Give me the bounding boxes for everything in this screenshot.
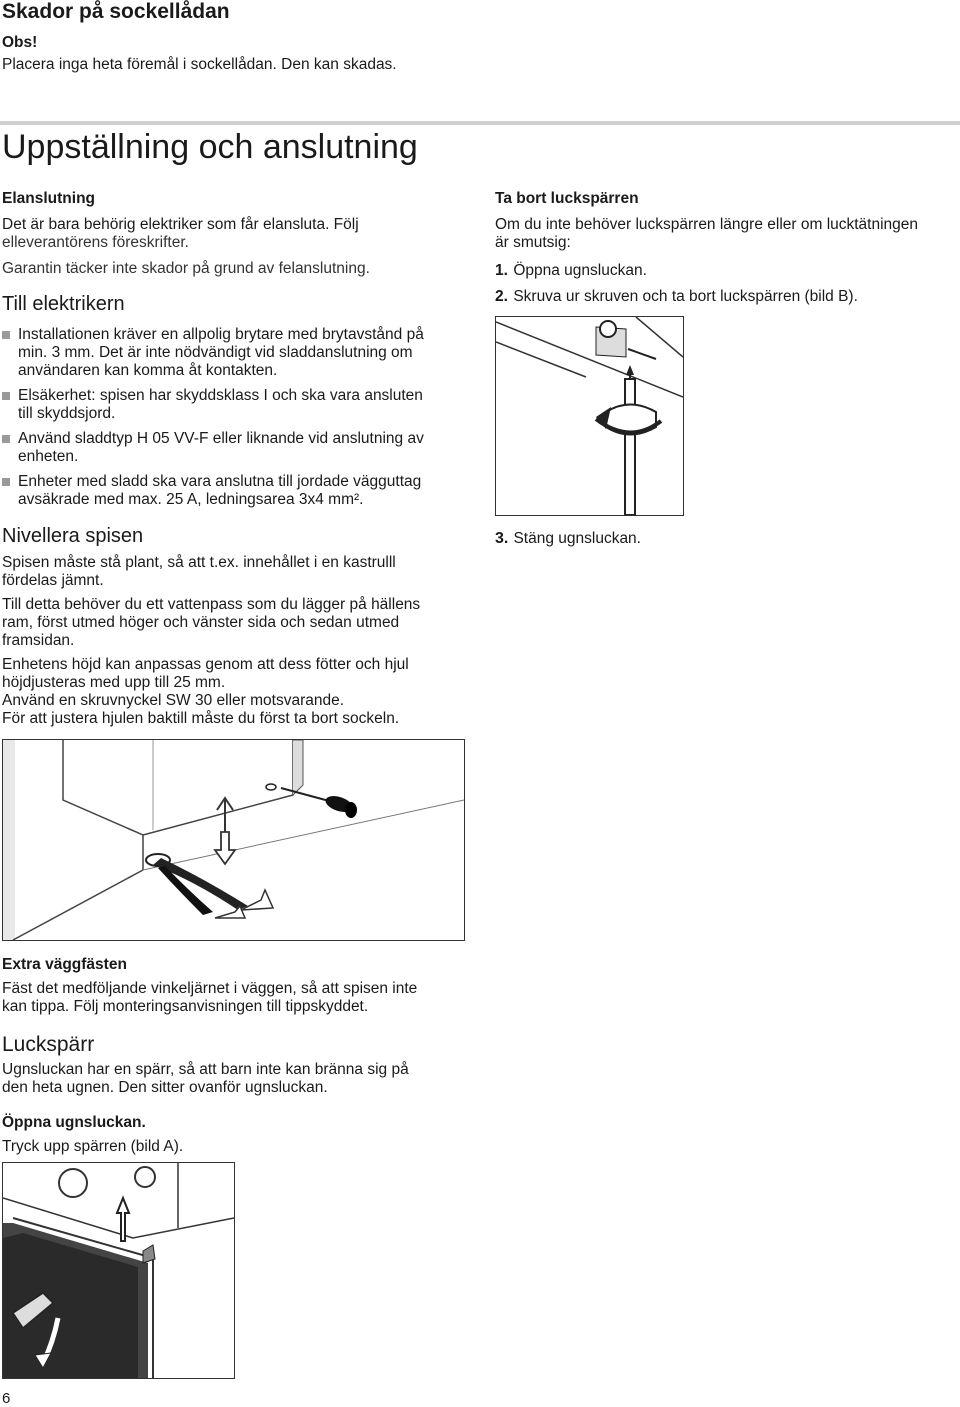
bullet-item: Elsäkerhet: spisen har skyddsklass I och ska vara ansluten till skyddsjord. bbox=[2, 387, 472, 423]
obs-text: Placera inga heta föremål i sockellådan. Den kan skadas. bbox=[2, 56, 397, 73]
nivellera-text-3: Enhetens höjd kan anpassas genom att dess fötter och hjul höjdjusteras med upp till 25 mm. Använd en skruvnyckel SW 30 eller motsvarande. För att justera hjulen baktill måste du först ta bort sockeln. bbox=[2, 656, 409, 727]
elanslutning-text-1: Det är bara behörig elektriker som får elansluta. Följ elleverantörens föreskrifter. bbox=[2, 216, 359, 251]
door-latch-illustration-a bbox=[2, 1162, 235, 1379]
page-number: 6 bbox=[2, 1390, 11, 1407]
ta-bort-luckspaerren-label: Ta bort luckspärren bbox=[495, 190, 639, 207]
bullet-square-icon bbox=[2, 435, 10, 443]
elanslutning-text-2: Garantin täcker inte skador på grund av felanslutning. bbox=[2, 260, 370, 277]
bullet-square-icon bbox=[2, 331, 10, 339]
bullet-item: Använd sladdtyp H 05 VV-F eller liknande vid anslutning av enheten. bbox=[2, 430, 472, 466]
obs-label: Obs! bbox=[2, 34, 38, 51]
removal-steps-list bbox=[495, 262, 858, 314]
bullet-square-icon bbox=[2, 392, 10, 400]
leveling-illustration bbox=[2, 739, 465, 941]
page-title: Uppställning och anslutning bbox=[2, 128, 418, 166]
screw-removal-drawing bbox=[496, 317, 683, 515]
section-divider bbox=[0, 121, 960, 125]
nivellera-text-1: Spisen måste stå plant, så att t.ex. innehållet i en kastrulll fördelas jämnt. bbox=[2, 554, 396, 589]
till-elektrikern-heading: Till elektrikern bbox=[2, 293, 125, 315]
bullet-item: Enheter med sladd ska vara anslutna till jordade vägguttag avsäkrade med max. 25 A, ledningsarea 3x4 mm². bbox=[2, 473, 472, 509]
luckspaerr-heading: Luckspärr bbox=[2, 1033, 95, 1056]
step-item: 2. Skruva ur skruven och ta bort luckspärren (bild B). bbox=[495, 288, 858, 305]
extra-vaggfasten-text: Fäst det medföljande vinkeljärnet i väggen, så att spisen inte kan tippa. Följ monteringsanvisningen till tippskyddet. bbox=[2, 980, 418, 1015]
leveling-drawing bbox=[3, 740, 464, 940]
screw-removal-illustration-b bbox=[495, 316, 684, 516]
bullet-item: Installationen kräver en allpolig brytare med brytavstånd på min. 3 mm. Det är inte nödvändigt vid sladdanslutning om användaren kan komma åt kontakten. bbox=[2, 326, 472, 380]
section-title-sockel: Skador på sockellådan bbox=[2, 0, 230, 23]
step-3: 3. Stäng ugnsluckan. bbox=[495, 530, 641, 547]
ta-bort-luckspaerren-text: Om du inte behöver luckspärren längre eller om lucktätningen är smutsig: bbox=[495, 216, 919, 251]
bullet-square-icon bbox=[2, 478, 10, 486]
oppna-ugnsluckan-text: Tryck upp spärren (bild A). bbox=[2, 1138, 184, 1155]
extra-vaggfasten-label: Extra väggfästen bbox=[2, 956, 127, 973]
electrician-bullet-list bbox=[2, 326, 472, 516]
nivellera-text-2: Till detta behöver du ett vattenpass som du lägger på hällens ram, först utmed höger och vänster sida och sedan utmed framsidan. bbox=[2, 596, 421, 649]
step-item: 1. Öppna ugnsluckan. bbox=[495, 262, 647, 279]
nivellera-heading: Nivellera spisen bbox=[2, 525, 144, 547]
oppna-ugnsluckan-label: Öppna ugnsluckan. bbox=[2, 1114, 146, 1131]
luckspaerr-text: Ugnsluckan har en spärr, så att barn inte kan bränna sig på den heta ugnen. Den sitter ovanför ugnsluckan. bbox=[2, 1061, 409, 1096]
elanslutning-label: Elanslutning bbox=[2, 190, 95, 207]
door-latch-drawing bbox=[3, 1163, 234, 1378]
